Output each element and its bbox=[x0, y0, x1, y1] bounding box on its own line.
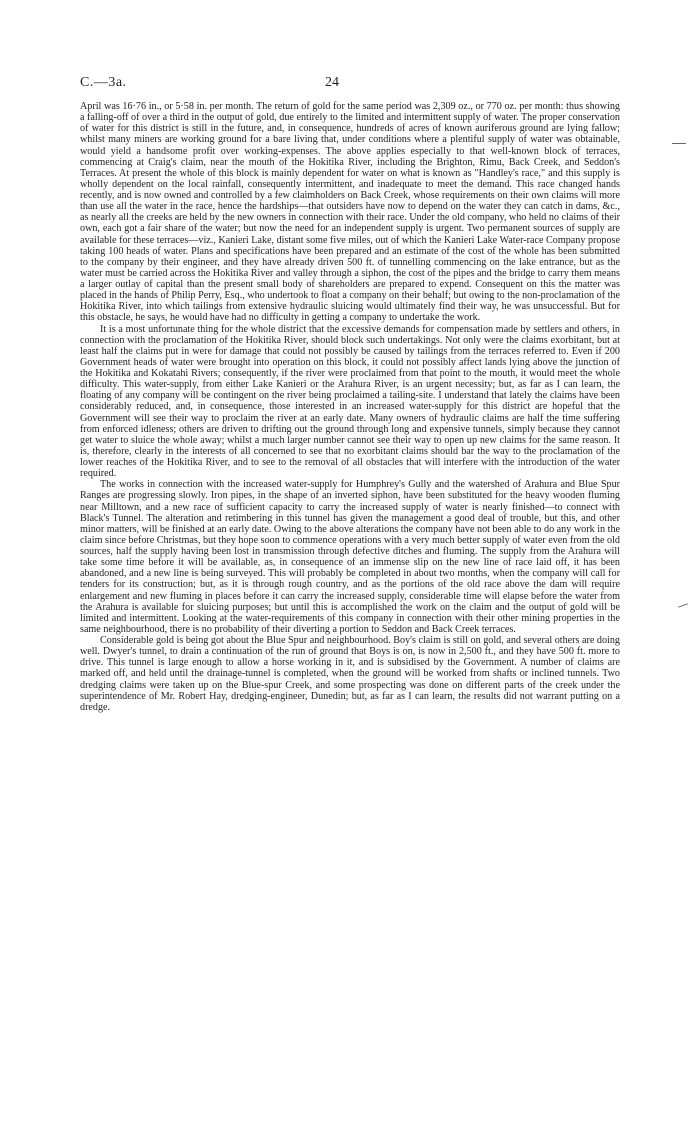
paragraph: It is a most unfortunate thing for the whole district that the excessive demands for compensation made by settlers and others, in connection with the proclamation of the Hokitika River, should block such undertakings. Not only were the claims exorbitant, but at least half the claims put in were for damage that could not possibly be caused by tailings from the terraces referred to. Even if 200 Government heads of water were brought into operation on this block, it could not possibly affect lands lying above the junction of the Hokitika and Kokatahi Rivers; consequently, if the river were proclaimed from that point to the mouth, it would meet the whole difficulty. This water-supply, from either Lake Kanieri or the Arahura River, is an urgent necessity; but, as far as I can learn, the floating of any company will be contingent on the river being proclaimed a tailing-site. I understand that lately the claims have been considerably reduced, and, in consequence, those interested in an increased water-supply for this district are hopeful that the Government will see their way to proclaim the river at an early date. Many owners of hydraulic claims are half the time suffering from enforced idleness; others are driven to drifting out the ground through long and expensive tunnels, simply because they cannot get water to sluice the whole away; whilst a much larger number cannot see their way to open up new claims for the same reason. It is, therefore, clearly in the interests of all concerned to see that no exorbitant claims should bar the way to the proclamation of the lower reaches of the Hokitika River, and to see to the removal of all obstacles that will interfere with the introduction of the water required. bbox=[80, 323, 620, 480]
paragraph: Considerable gold is being got about the Blue Spur and neighbourhood. Boy's claim is still on gold, and several others are doing well. Dwyer's tunnel, to drain a continuation of the run of ground that Boys is on, is now in 2,500 ft., and they have 500 ft. more to drive. This tunnel is large enough to allow a horse working in it, and is subsidised by the Government. A number of claims are marked off, and held until the drainage-tunnel is completed, when the ground will be worked from shafts or inclined tunnels. Two dredging claims were taken up on the Blue-spur Creek, and some prospecting was done on different parts of the creek under the superintendence of Mr. Robert Hay, dredging-engineer, Dunedin; but, as far as I can learn, the results did not warrant putting on a dredge. bbox=[80, 635, 620, 713]
margin-mark bbox=[678, 603, 688, 607]
body-text bbox=[80, 101, 620, 713]
document-code: C.—3a. bbox=[80, 75, 127, 90]
paragraph: The works in connection with the increased water-supply for Humphrey's Gully and the watershed of Arahura and Blue Spur Ranges are progressing slowly. Iron pipes, in the shape of an inverted siphon, have been substituted for the heavy wooden fluming near Milltown, and a new race of sufficient capacity to carry the increased supply of water is nearly finished—to connect with Black's Tunnel. The alteration and retimbering in this tunnel has given the management a good deal of trouble, but this, and other minor matters, will be finished at an early date. Owing to the above alterations the company have not been able to do any work in the claim since before Christmas, but they hope soon to commence operations with a very much better supply of water even from the old sources, half the supply having been lost in transmission through defective ditches and fluming. The supply from the Arahura will take some time before it will be available, as, in consequence of an immense slip on the new line of race laid off, it has been abandoned, and a new line is being surveyed. This will probably be completed in about two months, when the company will call for tenders for its construction; but, as it is through rough country, and as the portions of the old race above the dam will require enlargement and new fluming in places before it can carry the increased supply, considerable time will elapse before the water from the Arahura is available for sluicing purposes; but until this is accomplished the work on the claim and the output of gold will be limited and intermittent. Looking at the water-requirements of this company in connection with their other mining properties in the same neighbourhood, there is no probability of their diverting a portion to Seddon and Back Creek terraces. bbox=[80, 479, 620, 635]
paragraph: April was 16·76 in., or 5·58 in. per month. The return of gold for the same period was 2,309 oz., or 770 oz. per month: thus showing a falling-off of over a third in the output of gold, due entirely to the limited and intermittent supply of water. The proper conservation of water for this district is still in the future, and, in consequence, hundreds of acres of known auriferous ground are lying fallow; whilst many miners are working ground for a bare living that, under conditions where a plentiful supply of water was obtainable, would yield a handsome profit over working-expenses. The above applies especially to that well-known block of terraces, commencing at Craig's claim, near the mouth of the Hokitika River, including the Brighton, Rimu, Back Creek, and Seddon's Terraces. At present the whole of this block is mainly dependent for water on what is known as "Handley's race," and this supply is wholly dependent on the local rainfall, consequently intermittent, and inadequate to meet the demand. This race changed hands recently, and is now owned and controlled by a few claimholders on Back Creek, whose requirements on their own claims will more than use all the water in the race, hence the hardships—that outsiders have now to depend on the water they can catch in dams, &c., as nearly all the creeks are held by the new owners in connection with their race. Under the old company, who held no claims of their own, each got a fair share of the water; but now the need for an independent supply is urgent. Two permanent sources of supply are available for these terraces—viz., Kanieri Lake, distant some five miles, out of which the Kanieri Lake Water-race Company propose taking 100 heads of water. Plans and specifications have been prepared and an estimate of the cost of the whole has been submitted to the company by their engineer, and they have already driven 500 ft. of tunnelling commencing on the lake entrance, but as the water must be carried across the Hokitika River and valley through a siphon, the cost of the pipes and the bridge to carry them means a larger outlay of capital than the present small body of shareholders are prepared to expend. Consequent on this the matter was placed in the hands of Philip Perry, Esq., who undertook to float a company on their behalf; but owing to the non-proclamation of the Hokitika River, into which tailings from extensive hydraulic sluicing would ultimately find their way, he was unsuccessful. But for this obstacle, he says, he would have had no difficulty in getting a company to undertake the work. bbox=[80, 101, 621, 324]
page-number: 24 bbox=[325, 75, 339, 90]
margin-mark bbox=[672, 143, 686, 144]
page-header bbox=[80, 75, 620, 93]
